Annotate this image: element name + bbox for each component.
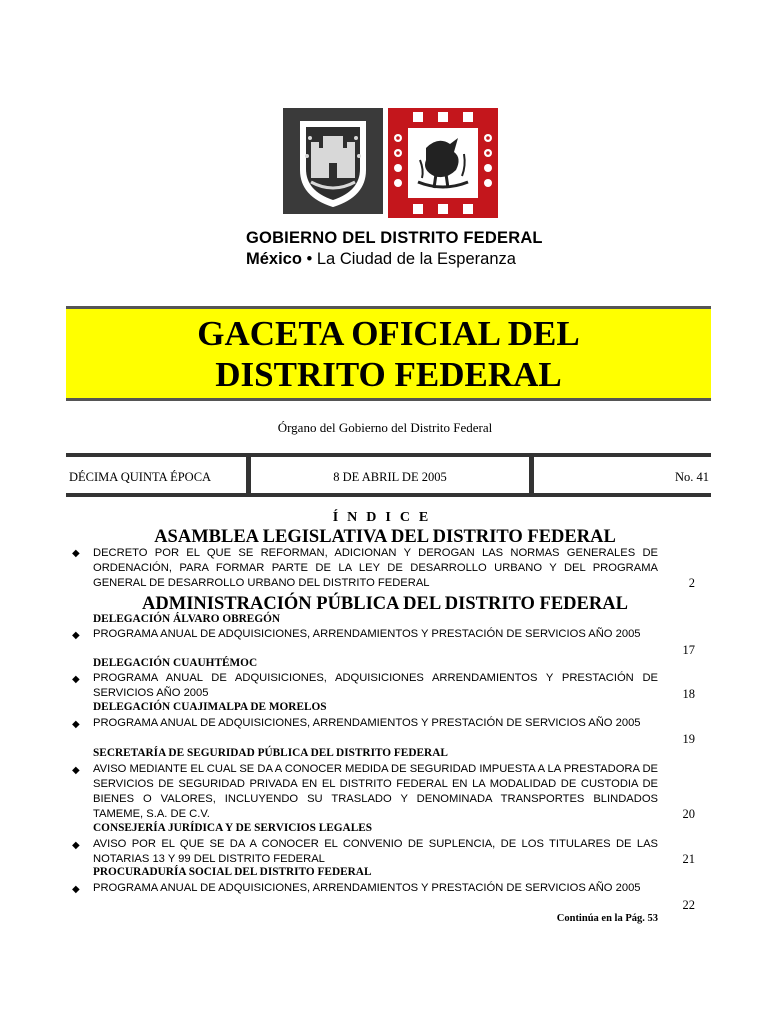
index-entry-text: PROGRAMA ANUAL DE ADQUISICIONES, ADQUISICIONES ARRENDAMIENTOS Y PRESTACIÓN DE SERVICIOS AÑO 2005 <box>93 672 658 699</box>
index-entry-page: 21 <box>682 852 695 866</box>
diamond-bullet-icon: ◆ <box>72 674 80 685</box>
edition-bar-divider <box>529 453 534 497</box>
dependency-name: DELEGACIÓN CUAJIMALPA DE MORELOS <box>93 701 327 713</box>
dependency-name: SECRETARÍA DE SEGURIDAD PÚBLICA DEL DISTRITO FEDERAL <box>93 747 448 759</box>
index-entry-page: 20 <box>682 807 695 821</box>
section-title: ASAMBLEA LEGISLATIVA DEL DISTRITO FEDERAL <box>154 527 616 547</box>
index-entry-text: DECRETO POR EL QUE SE REFORMAN, ADICIONAN Y DEROGAN LAS NORMAS GENERALES DE ORDENACIÓN, PARA FORMAR PARTE DE LA LEY DE DESARROLLO URBANO Y DEL PROGRAMA GENERAL DE DESARROLLO URBANO DEL DISTRITO FEDERAL <box>93 547 658 589</box>
diamond-bullet-icon: ◆ <box>72 719 80 730</box>
diamond-bullet-icon: ◆ <box>72 840 80 851</box>
gazette-title-banner <box>66 306 711 401</box>
index-heading: ÍNDICE <box>332 510 438 525</box>
dependency-name: DELEGACIÓN CUAUHTÉMOC <box>93 657 258 669</box>
index-entry-page: 19 <box>682 732 695 746</box>
index-entry-page: 2 <box>688 576 695 590</box>
diamond-bullet-icon: ◆ <box>72 765 80 776</box>
diamond-bullet-icon: ◆ <box>72 630 80 641</box>
section-title: ADMINISTRACIÓN PÚBLICA DEL DISTRITO FEDERAL <box>142 594 628 614</box>
index-entry-text: AVISO POR EL QUE SE DA A CONOCER EL CONVENIO DE SUPLENCIA, DE LOS TITULARES DE LAS NOTARIAS 13 Y 99 DEL DISTRITO FEDERAL <box>93 838 658 865</box>
edition-bar-top-rule <box>66 453 711 457</box>
gazette-title-line2: DISTRITO FEDERAL <box>215 355 562 394</box>
edition-number: No. 41 <box>674 470 709 484</box>
gazette-subtitle: Órgano del Gobierno del Distrito Federal <box>277 420 493 435</box>
diamond-bullet-icon: ◆ <box>72 548 80 559</box>
dependency-name: DELEGACIÓN ÁLVARO OBREGÓN <box>93 613 281 625</box>
edition-bar-bottom-rule <box>66 493 711 497</box>
city-coat-of-arms-logo <box>283 108 383 214</box>
edition-epoch: DÉCIMA QUINTA ÉPOCA <box>69 470 212 484</box>
edition-date: 8 DE ABRIL DE 2005 <box>333 470 447 484</box>
index-entry-text: AVISO MEDIANTE EL CUAL SE DA A CONOCER MEDIDA DE SEGURIDAD IMPUESTA A LA PRESTADORA DE SERVICIOS DE SEGURIDAD PRIVADA EN EL DISTRITO FEDERAL EN LA MODALIDAD DE CUSTODIA DE BIENES O VALORES, INCLUYENDO SU TRASLADO Y DENOMINADA TRANSPORTES BLINDADOS TAMEME, S.A. DE C.V. <box>93 763 658 820</box>
motto-bold: México <box>246 250 302 268</box>
index-entry-text: PROGRAMA ANUAL DE ADQUISICIONES, ARRENDAMIENTOS Y PRESTACIÓN DE SERVICIOS AÑO 2005 <box>93 628 641 640</box>
gazette-title-line1: GACETA OFICIAL DEL <box>197 314 580 353</box>
index-entry-page: 18 <box>682 687 695 701</box>
motto-rest: • La Ciudad de la Esperanza <box>301 250 516 268</box>
continues-note: Continúa en la Pág. 53 <box>556 913 658 924</box>
index-entry-page: 17 <box>682 643 695 657</box>
dependency-name: PROCURADURÍA SOCIAL DEL DISTRITO FEDERAL <box>93 866 372 878</box>
mexican-eagle-seal-logo <box>388 108 498 218</box>
index-entry-text: PROGRAMA ANUAL DE ADQUISICIONES, ARRENDAMIENTOS Y PRESTACIÓN DE SERVICIOS AÑO 2005 <box>93 882 641 894</box>
government-motto <box>246 250 516 269</box>
dependency-name: CONSEJERÍA JURÍDICA Y DE SERVICIOS LEGALES <box>93 822 373 834</box>
government-name: GOBIERNO DEL DISTRITO FEDERAL <box>246 229 543 247</box>
index-entry-text: PROGRAMA ANUAL DE ADQUISICIONES, ARRENDAMIENTOS Y PRESTACIÓN DE SERVICIOS AÑO 2005 <box>93 717 641 729</box>
diamond-bullet-icon: ◆ <box>72 884 80 895</box>
index-entry-page: 22 <box>682 898 695 912</box>
edition-bar <box>66 453 711 497</box>
